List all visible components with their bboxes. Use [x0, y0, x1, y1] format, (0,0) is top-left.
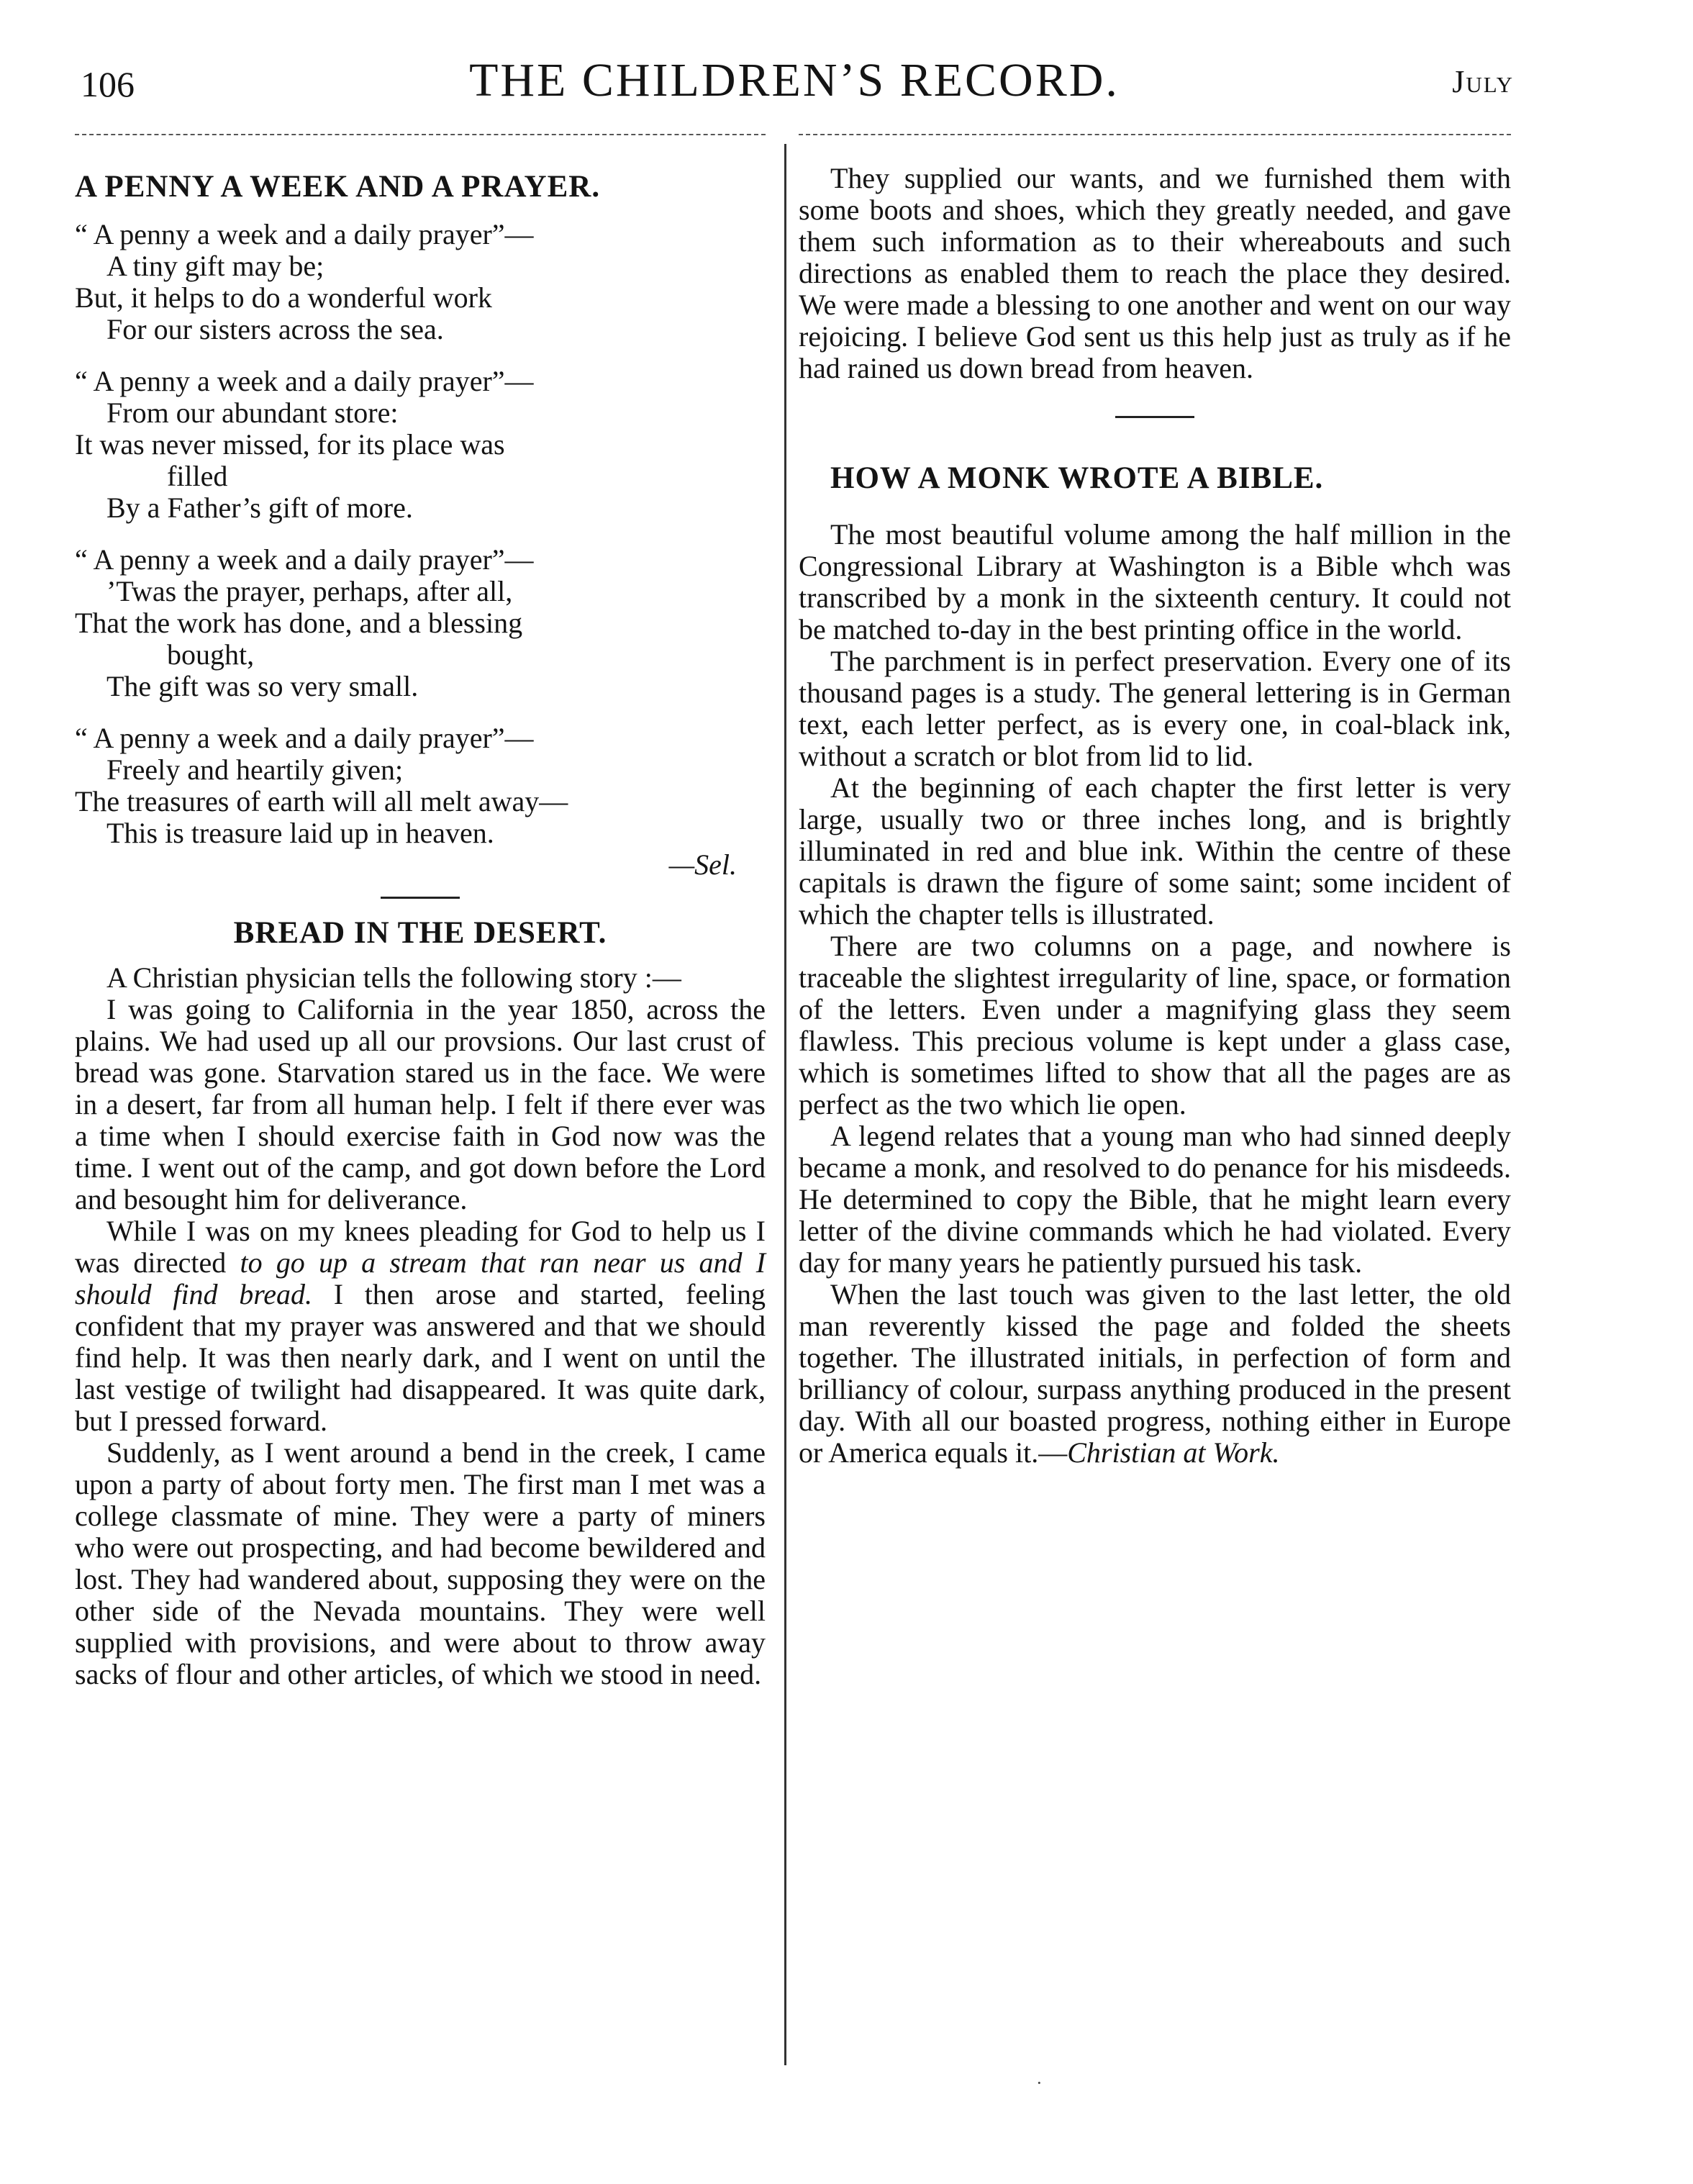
poem-line: A tiny gift may be; — [106, 250, 324, 282]
poem-line: This is treasure laid up in heaven. — [106, 817, 494, 849]
poem-line: From our abundant store: — [106, 397, 399, 429]
text-span: I then arose and started, feeling confident that my prayer was answered and that we should find help. It was then nearly dark, and I went on until the last vestige of twilight had disappeared. It was quite dark, but I pressed forward. — [75, 1278, 766, 1437]
header-rule-left — [75, 134, 766, 135]
bread-paragraph — [75, 1215, 766, 1437]
poem-line: The treasures of earth will all melt away— — [75, 785, 568, 817]
monk-title: HOW A MONK WROTE A BIBLE. — [830, 461, 1324, 495]
month-label: July — [1452, 64, 1514, 99]
poem-line: “ A penny a week and a daily prayer”— — [75, 543, 534, 576]
poem-line: That the work has done, and a blessing — [75, 607, 523, 639]
poem-line: The gift was so very small. — [106, 670, 419, 702]
left-column — [75, 163, 766, 1690]
poem-line: It was never missed, for its place was — [75, 428, 505, 461]
poem-line: “ A penny a week and a daily prayer”— — [75, 218, 534, 250]
poem-line: For our sisters across the sea. — [106, 313, 444, 345]
poem-stanza — [75, 366, 766, 524]
poem-title: A PENNY A WEEK AND A PRAYER. — [75, 170, 601, 204]
text-span: When the last touch was given to the last letter, the old man reverently kissed the page and folded the sheets together. The illustrated initials, in perfection of form and brilliancy of colour, surpass anything produced in the present day. With all our boasted progress, nothing either in Europe or America equals it.— — [799, 1278, 1511, 1469]
source-credit: Christian at Work. — [1067, 1436, 1280, 1469]
poem-line: By a Father’s gift of more. — [106, 491, 413, 524]
header-rule-right — [799, 134, 1511, 135]
poem-stanza — [75, 219, 766, 345]
monk-paragraph: A legend relates that a young man who had sinned deeply became a monk, and resolved to do penance for his misdeeds. He determined to copy the Bible, that he might learn every letter of the divine commands which he had violated. Every day for many years he patiently pursued his task. — [799, 1120, 1511, 1279]
poem-line: Freely and heartily given; — [106, 753, 404, 786]
section-rule — [381, 897, 460, 899]
monk-paragraph: The most beautiful volume among the half million in the Congressional Library at Washington is a Bible whch was transcribed by a monk in the sixteenth century. It could not be matched to-day in the best printing office in the world. — [799, 518, 1511, 645]
poem-line: But, it helps to do a wonderful work — [75, 281, 492, 314]
poem-stanza — [75, 722, 766, 849]
monk-paragraph: The parchment is in perfect preservation. Every one of its thousand pages is a study. The general lettering is in German text, each letter perfect, as is every one, in coal-black ink, without a scratch or blot from lid to lid. — [799, 645, 1511, 772]
section-rule — [1115, 416, 1194, 418]
monk-paragraph — [799, 1279, 1511, 1469]
text-span: While I was on my knees pleading for God to help us I was directed — [75, 1215, 766, 1279]
right-column — [799, 163, 1511, 1469]
bread-paragraph: A Christian physician tells the following story :— — [106, 961, 681, 994]
poem-line: “ A penny a week and a daily prayer”— — [75, 722, 534, 754]
poem-line: ’Twas the prayer, perhaps, after all, — [106, 575, 513, 607]
bread-title: BREAD IN THE DESERT. — [233, 916, 607, 950]
poem-stanza — [75, 544, 766, 702]
page-number: 106 — [81, 64, 135, 104]
poem-signature: —Sel. — [668, 848, 737, 881]
poem-line: bought, — [167, 638, 255, 671]
running-title: THE CHILDREN’S RECORD. — [469, 54, 1120, 107]
monk-paragraph: At the beginning of each chapter the first letter is very large, usually two or three inches long, and is brightly illuminated in red and blue ink. Within the centre of these capitals is drawn the figure of some saint; some incident of which the chapter tells is illustrated. — [799, 771, 1511, 930]
page-header — [75, 54, 1514, 128]
poem-line: filled — [167, 460, 228, 492]
bread-paragraph: I was going to California in the year 1850, across the plains. We had used up all our provsions. Our last crust of bread was gone. Starvation stared us in the face. We were in a desert, far from all human help. I felt if there ever was a time when I should exercise faith in God now was the time. I went out of the camp, and got down before the Lord and besought him for deliverance. — [75, 993, 766, 1215]
poem-line: “ A penny a week and a daily prayer”— — [75, 365, 534, 397]
monk-paragraph: There are two columns on a page, and nowhere is traceable the slightest irregularity of line, space, or formation of the letters. Even under a magnifying glass they seem flawless. This precious volume is kept under a glass case, which is sometimes lifted to show that all the pages are as perfect as the two which lie open. — [799, 930, 1511, 1120]
print-speck: · — [1036, 2072, 1043, 2093]
bread-paragraph: They supplied our wants, and we furnished them with some boots and shoes, which they greatly needed, and gave them such information as to their whereabouts and such directions as enabled them to reach the place they desired. We were made a blessing to one another and went on our way rejoicing. I believe God sent us this help just as truly as if he had rained us down bread from heaven. — [799, 162, 1511, 384]
column-divider — [784, 144, 786, 2065]
italic-span: to go up a stream that ran near us and I should find bread. — [75, 1246, 766, 1310]
bread-paragraph: Suddenly, as I went around a bend in the creek, I came upon a party of about forty men. The first man I met was a college classmate of mine. They were a party of miners who were out prospecting, and had become bewildered and lost. They had wandered about, supposing they were on the other side of the Nevada mountains. They were well supplied with provisions, and were about to throw away sacks of flour and other articles, of which we stood in need. — [75, 1436, 766, 1690]
